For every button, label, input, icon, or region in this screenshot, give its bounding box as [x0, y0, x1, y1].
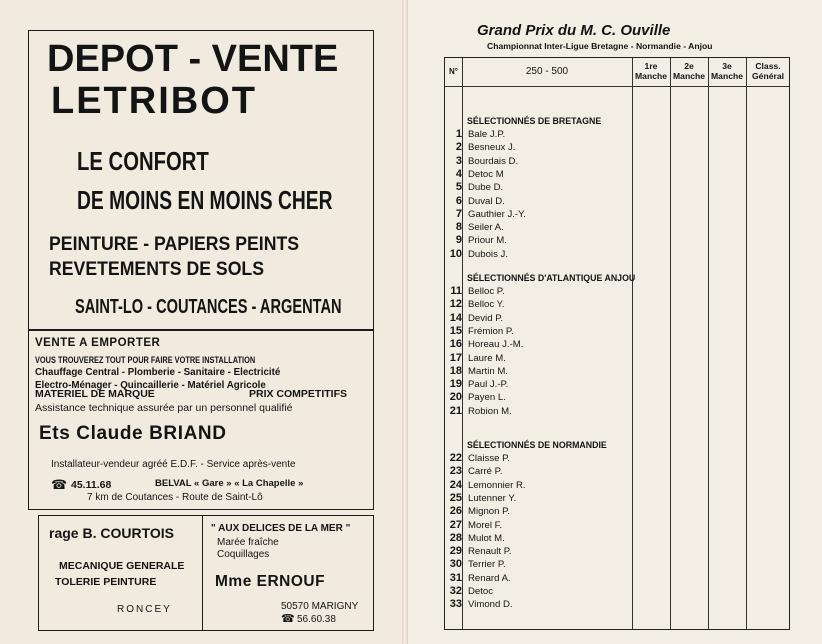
ad-depot-slogan1: LE CONFORT	[77, 146, 209, 176]
table-column-line	[462, 58, 463, 629]
header-manche-3-label: Manche	[711, 71, 743, 81]
ad-delices-phone: 56.60.38	[297, 614, 336, 625]
rider-number: 24	[449, 478, 462, 491]
ad-depot-line1: DEPOT - VENTE	[47, 38, 339, 80]
rider-number: 20	[449, 391, 462, 404]
rider-name: Martin M.	[468, 365, 508, 377]
ad-emporter-row2: Electro-Ménager - Quincaillerie - Matériel Agricole	[35, 379, 266, 391]
rider-name: Detoc M	[468, 168, 504, 180]
section-title: SÉLECTIONNÉS DE BRETAGNE	[467, 116, 602, 126]
ad-depot-services1: PEINTURE - PAPIERS PEINTS	[49, 234, 300, 255]
header-manche-1	[632, 61, 670, 81]
rider-number: 25	[449, 491, 462, 504]
rider-number: 32	[449, 585, 462, 597]
header-manche-2-label: Manche	[673, 71, 705, 81]
rider-name: Horeau J.-M.	[468, 339, 524, 351]
rider-name: Mulot M.	[468, 532, 505, 544]
ad-emporter-phone: 45.11.68	[71, 479, 112, 491]
rider-name: Bale J.P.	[468, 129, 506, 140]
rider-name: Belloc Y.	[468, 299, 505, 311]
results-table	[444, 57, 790, 630]
rider-name: Morel F.	[468, 519, 503, 531]
rider-number: 7	[455, 207, 462, 220]
ad-emporter-intro: VOUS TROUVEREZ TOUT POUR FAIRE VOTRE INSTALLATION	[35, 355, 256, 365]
rider-name: Carré P.	[468, 466, 503, 478]
ad-emporter-address2: 7 km de Coutances - Route de Saint-Lô	[87, 492, 263, 503]
section-title: SÉLECTIONNÉS D'ATLANTIQUE ANJOU	[467, 273, 636, 283]
rider-name: Belloc P.	[468, 286, 505, 297]
rider-number: 9	[455, 234, 462, 247]
rider-name: Duval D.	[468, 195, 505, 207]
rider-number: 19	[449, 378, 462, 391]
rider-number: 11	[450, 285, 462, 297]
ad-depot-line2: LETRIBOT	[51, 80, 257, 122]
header-manche-2	[670, 61, 708, 81]
header-general-line1: Class.	[755, 61, 781, 71]
ad-depot-services1-wrap	[49, 234, 318, 256]
ad-emporter-assist: Assistance technique assurée par un personnel qualifié	[35, 402, 293, 414]
rider-number: 28	[449, 531, 462, 544]
rider-name: Seiler A.	[468, 222, 504, 234]
rider-name: Mignon P.	[468, 506, 510, 518]
rider-number: 21	[449, 404, 462, 417]
table-column-line	[670, 58, 671, 629]
section-title: SÉLECTIONNÉS DE NORMANDIE	[467, 440, 607, 450]
rider-name: Besneux J.	[468, 142, 516, 154]
rider-name: Dube D.	[468, 182, 504, 194]
rider-name: Lutenner Y.	[468, 492, 517, 504]
header-number: N°	[449, 67, 458, 76]
rider-number: 22	[449, 452, 462, 464]
ad-garage-courtois	[38, 515, 202, 631]
rider-number: 16	[449, 338, 462, 351]
program-title: Grand Prix du M. C. Ouville	[477, 22, 671, 39]
rider-number: 14	[449, 311, 462, 324]
rider-number: 3	[455, 154, 462, 167]
rider-name: Claisse P.	[468, 453, 510, 464]
ad-emporter-row3-left: MATERIEL DE MARQUE	[35, 388, 155, 400]
phone-icon: ☎	[51, 477, 68, 492]
page-fold	[402, 0, 408, 644]
rider-number: 2	[455, 141, 462, 154]
header-manche-2-ordinal: 2e	[684, 61, 694, 71]
rider-name: Payen L.	[468, 392, 506, 404]
rider-name: Renard A.	[468, 572, 511, 584]
rider-number: 23	[449, 465, 462, 478]
rider-number: 1	[455, 128, 462, 140]
ad-emporter-row1: Chauffage Central - Plomberie - Sanitaire - Electricité	[35, 366, 281, 378]
ad-emporter-address1: BELVAL « Gare » « La Chapelle »	[155, 478, 304, 489]
rider-number: 33	[449, 598, 462, 611]
rider-name: Frémion P.	[468, 325, 514, 337]
ad-delices-line1: Marée fraîche	[217, 537, 279, 548]
ad-depot-slogan2-wrap	[77, 186, 422, 214]
rider-name: Vimond D.	[468, 599, 513, 611]
ad-delices-address: 50570 MARIGNY	[281, 601, 359, 612]
ad-courtois-line1: MECANIQUE GENERALE	[59, 560, 185, 572]
ad-depot-towns-wrap	[75, 296, 440, 318]
rider-number: 27	[449, 518, 462, 531]
header-class: 250 - 500	[525, 66, 569, 77]
rider-number: 8	[455, 221, 462, 234]
header-manche-1-label: Manche	[635, 71, 667, 81]
rider-number: 17	[449, 351, 462, 364]
rider-name: Devid P.	[468, 312, 504, 324]
rider-name: Terrier P.	[468, 559, 506, 571]
ad-courtois-title: rage B. COURTOIS	[49, 525, 174, 541]
ad-courtois-line2: TOLERIE PEINTURE	[55, 576, 157, 588]
ad-delices-owner: Mme ERNOUF	[215, 573, 326, 590]
rider-number: 31	[449, 571, 462, 584]
rider-number: 18	[449, 364, 462, 377]
table-header-line	[445, 86, 789, 87]
rider-name: Priour M.	[468, 235, 507, 247]
rider-number: 29	[449, 545, 462, 558]
table-column-line	[746, 58, 747, 629]
ad-depot-towns: SAINT-LO - COUTANCES - ARGENTAN	[75, 296, 342, 318]
ad-emporter-company: Ets Claude BRIAND	[39, 423, 227, 444]
rider-name: Detoc	[468, 586, 494, 597]
ad-depot-vente	[28, 30, 374, 330]
table-column-line	[708, 58, 709, 629]
ad-delices-title: " AUX DELICES DE LA MER "	[211, 523, 351, 534]
rider-name: Bourdais D.	[468, 155, 519, 167]
rider-number: 4	[455, 167, 462, 180]
ad-vente-emporter	[28, 330, 374, 510]
rider-name: Gauthier J.-Y.	[468, 208, 526, 220]
rider-name: Renault P.	[468, 546, 512, 558]
rider-number: 10	[449, 247, 462, 260]
rider-name: Lemonnier R.	[468, 479, 526, 491]
rider-name: Paul J.-P.	[468, 379, 509, 391]
rider-number: 6	[455, 194, 462, 207]
rider-number: 12	[449, 298, 462, 311]
header-general	[746, 61, 790, 81]
ad-emporter-heading: VENTE A EMPORTER	[35, 337, 161, 349]
header-manche-1-ordinal: 1re	[644, 61, 658, 71]
ad-courtois-town: RONCEY	[117, 604, 172, 615]
header-manche-3	[708, 61, 746, 81]
rider-number: 5	[455, 181, 462, 194]
rider-number: 26	[449, 505, 462, 518]
ad-delices-line2: Coquillages	[217, 549, 270, 560]
header-general-line2: Général	[751, 71, 784, 81]
ad-depot-slogan1-wrap	[77, 147, 246, 175]
ad-delices-de-la-mer	[202, 515, 374, 631]
ad-emporter-row3-right: PRIX COMPETITIFS	[249, 388, 348, 400]
rider-name: Laure M.	[468, 352, 506, 364]
table-column-line	[632, 58, 633, 629]
rider-number: 30	[449, 558, 462, 571]
ad-depot-slogan2: DE MOINS EN MOINS CHER	[77, 185, 333, 215]
ad-depot-services2-wrap	[49, 259, 280, 281]
rider-number: 15	[449, 324, 462, 337]
rider-name: Dubois J.	[468, 248, 508, 260]
ad-emporter-installer: Installateur-vendeur agréé E.D.F. - Service après-vente	[51, 459, 296, 470]
rider-name: Robion M.	[468, 405, 512, 417]
ad-depot-services2: REVETEMENTS DE SOLS	[49, 259, 265, 280]
phone-icon: ☎	[281, 613, 295, 625]
header-manche-3-ordinal: 3e	[722, 61, 732, 71]
program-subtitle: Championnat Inter-Ligue Bretagne - Normandie - Anjou	[487, 41, 713, 51]
